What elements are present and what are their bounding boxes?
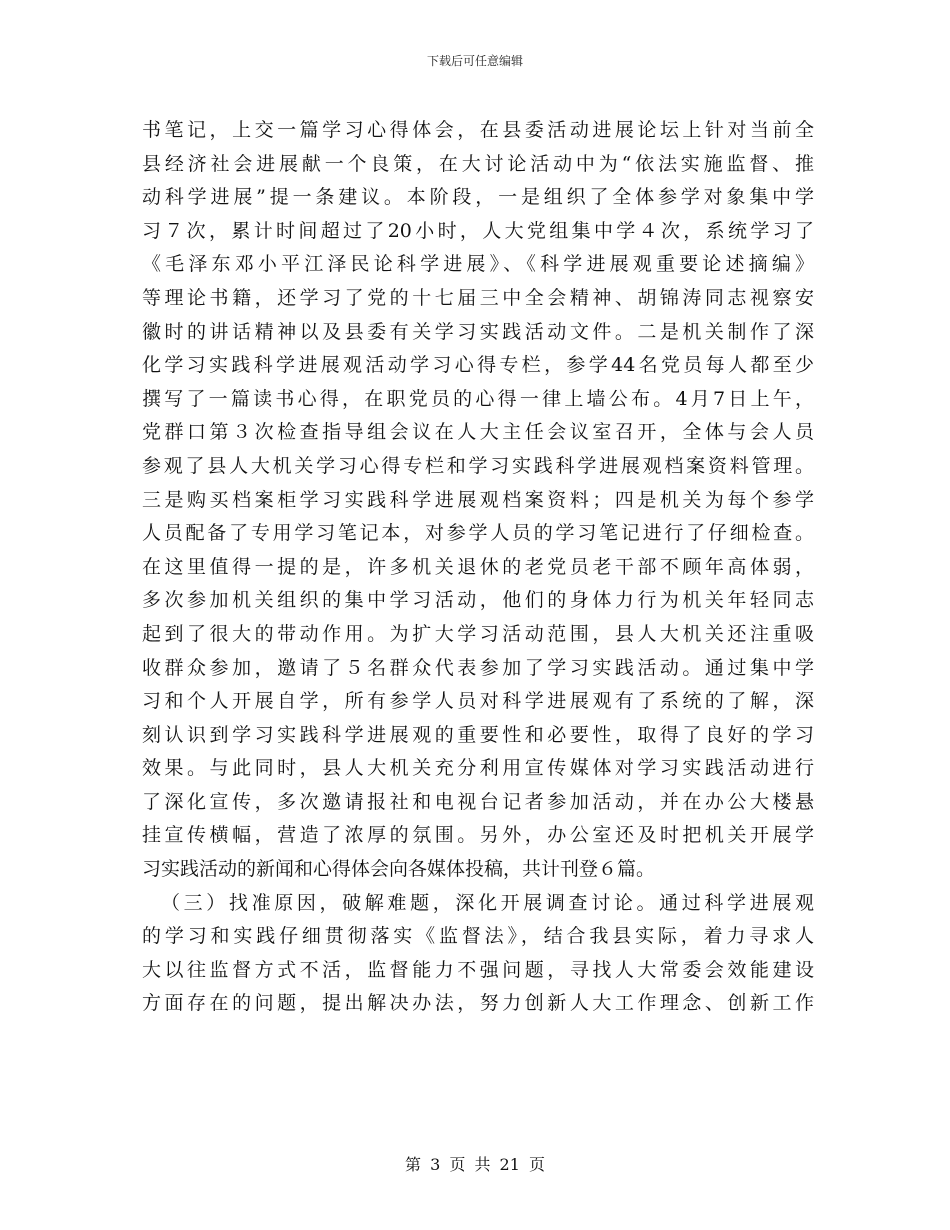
text-line: 的学习和实践仔细贯彻落实《监督法》，结合我县实际，着力寻求人 <box>142 925 814 948</box>
document-body <box>142 114 814 1021</box>
text-line: 效果。与此同时，县人大机关充分利用宣传媒体对学习实践活动进行 <box>142 757 814 780</box>
page-number-footer: 第 3 页 共 21 页 <box>405 1155 545 1174</box>
page-header: 下载后可任意编辑 <box>426 54 523 68</box>
text-line: 习和个人开展自学，所有参学人员对科学进展观有了系统的了解，深 <box>142 690 814 713</box>
text-line: 撰写了一篇读书心得，在职党员的心得一律上墙公布。4月7日上午， <box>142 387 814 410</box>
text-line: 在这里值得一提的是，许多机关退休的老党员老干部不顾年高体弱， <box>142 555 814 578</box>
text-line: 等理论书籍，还学习了党的十七届三中全会精神、胡锦涛同志视察安 <box>142 286 814 309</box>
text-line: 挂宣传横幅，营造了浓厚的氛围。另外，办公室还及时把机关开展学 <box>142 824 814 847</box>
text-line: 党群口第３次检查指导组会议在人大主任会议室召开，全体与会人员 <box>142 421 814 444</box>
text-line: （三）找准原因，破解难题，深化开展调查讨论。通过科学进展观 <box>161 891 814 914</box>
text-line: 习７次，累计时间超过了20小时，人大党组集中学４次，系统学习了 <box>142 219 814 242</box>
text-line: 收群众参加，邀请了５名群众代表参加了学习实践活动。通过集中学 <box>142 656 814 679</box>
text-line: 刻认识到学习实践科学进展观的重要性和必要性，取得了良好的学习 <box>142 723 814 746</box>
text-line: 徽时的讲话精神以及县委有关学习实践活动文件。二是机关制作了深 <box>142 320 814 343</box>
text-line: 多次参加机关组织的集中学习活动，他们的身体力行为机关年轻同志 <box>142 589 814 612</box>
text-line: 人员配备了专用学习笔记本，对参学人员的学习笔记进行了仔细检查。 <box>142 522 814 545</box>
text-line: 方面存在的问题，提出解决办法，努力创新人大工作理念、创新工作 <box>142 992 814 1015</box>
text-line: 书笔记，上交一篇学习心得体会，在县委活动进展论坛上针对当前全 <box>142 119 814 141</box>
text-line: 《毛泽东邓小平江泽民论科学进展》、《科学进展观重要论述摘编》 <box>142 253 814 276</box>
text-line: 三是购买档案柜学习实践科学进展观档案资料；四是机关为每个参学 <box>142 488 814 511</box>
text-line: 动科学进展”提一条建议。本阶段，一是组织了全体参学对象集中学 <box>142 186 814 209</box>
text-line: 起到了很大的带动作用。为扩大学习活动范围，县人大机关还注重吸 <box>142 622 814 645</box>
text-line: 了深化宣传，多次邀请报社和电视台记者参加活动，并在办公大楼悬 <box>142 790 814 813</box>
text-line: 大以往监督方式不活，监督能力不强问题，寻找人大常委会效能建设 <box>142 958 814 981</box>
text-line: 化学习实践科学进展观活动学习心得专栏，参学44名党员每人都至少 <box>142 354 814 377</box>
text-line: 县经济社会进展献一个良策，在大讨论活动中为“依法实施监督、推 <box>142 152 814 175</box>
text-line: 参观了县人大机关学习心得专栏和学习实践科学进展观档案资料管理。 <box>142 454 814 477</box>
text-line: 习实践活动的新闻和心得体会向各媒体投稿，共计刊登６篇。 <box>142 858 656 881</box>
